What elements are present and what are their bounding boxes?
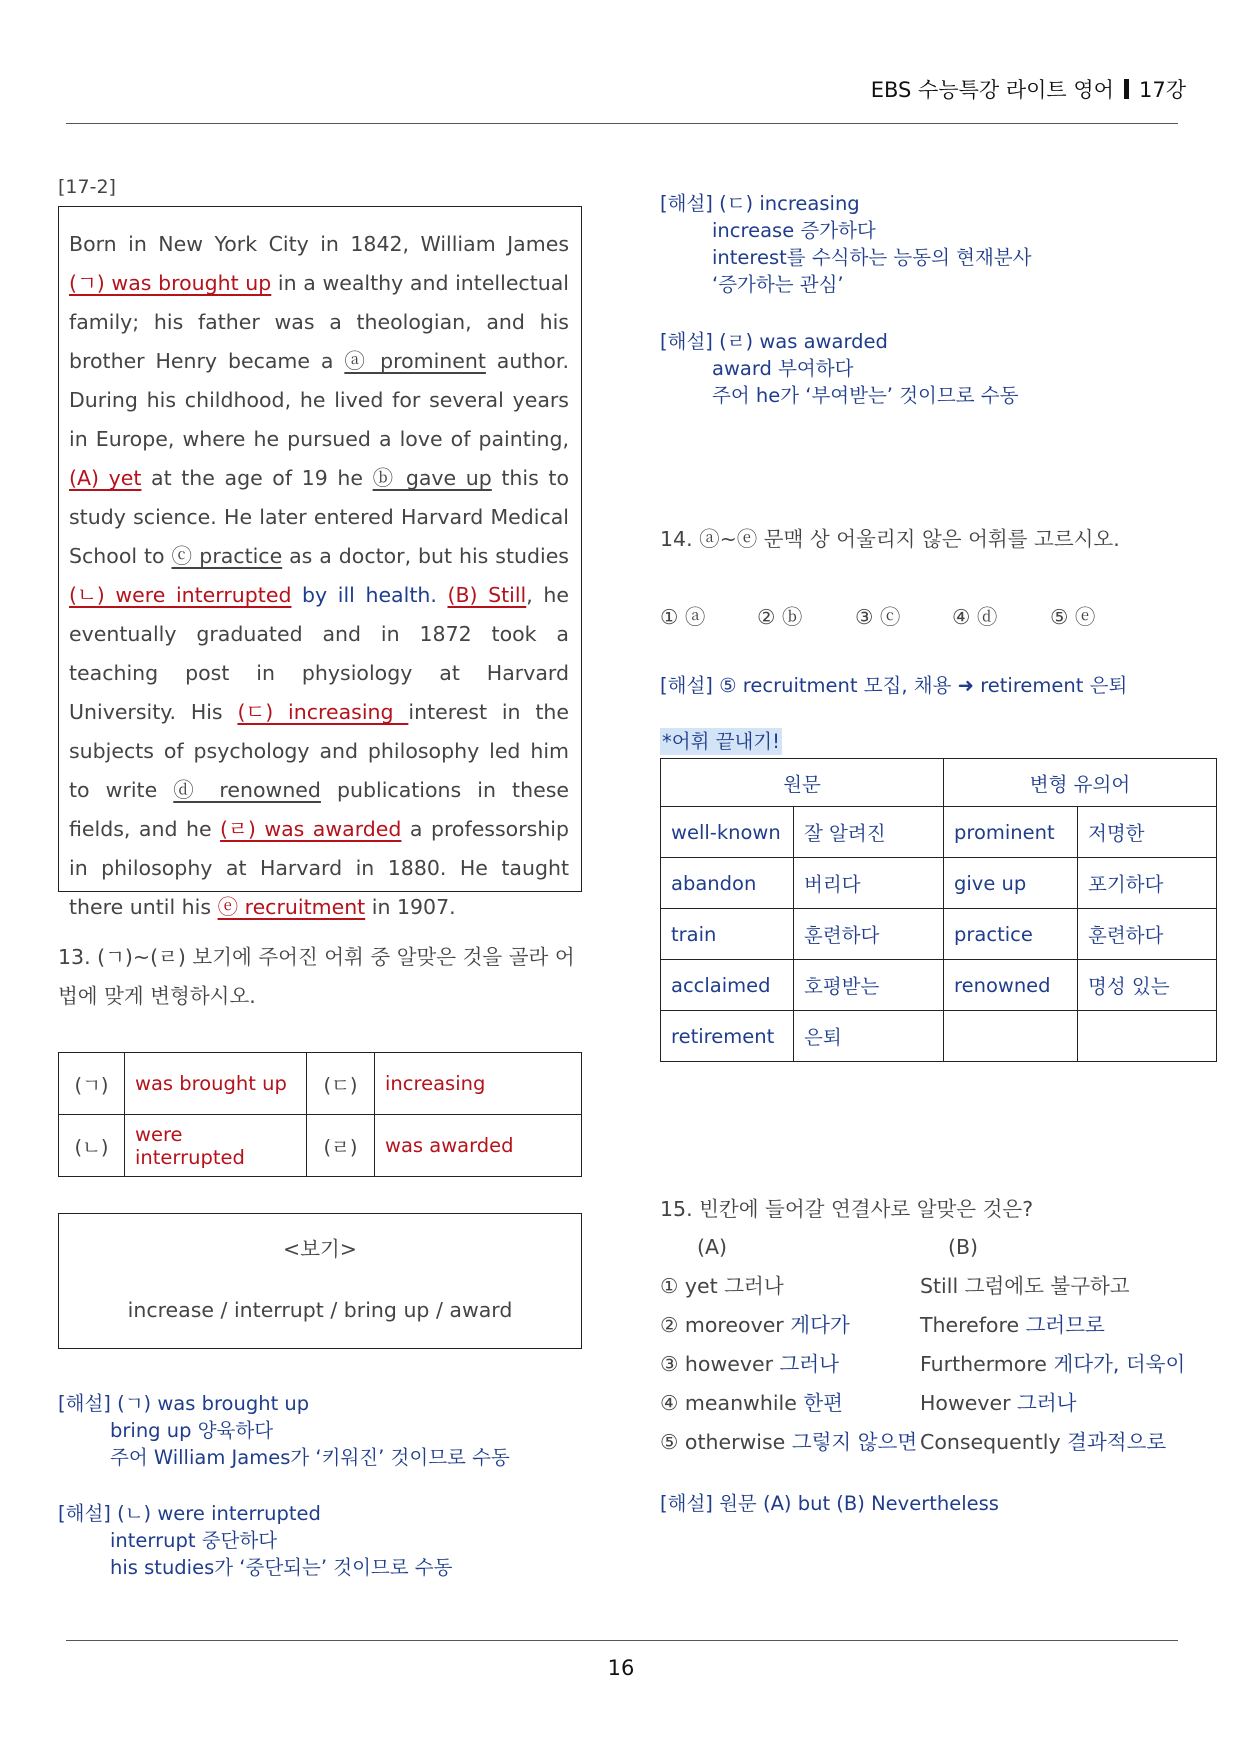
table-cell-key: (ㄱ) [59,1053,125,1115]
table-cell: acclaimed [661,960,794,1011]
solution-head: [해설] (ㄹ) was awarded [660,330,888,353]
question-13: 13. (ㄱ)~(ㄹ) 보기에 주어진 어휘 중 알맞은 것을 골라 어법에 맞게 변형하시오. [58,945,575,1008]
passage-text: interest in the subjects of psychology and philosophy led him to write [69,700,569,802]
footer-rule [66,1640,1178,1641]
option-number: ⑤ [660,1430,679,1454]
question-14: 14. ⓐ~ⓔ 문맥 상 어울리지 않은 어휘를 고르시오. [660,527,1120,551]
answer-table-13 [58,1052,582,1177]
blank-c: (ㄷ) increasing [237,700,409,724]
table-row [59,1053,582,1115]
table-cell: abandon [661,858,794,909]
option-b-en: Furthermore [920,1352,1047,1376]
q15-option[interactable] [660,1306,850,1345]
table-cell: prominent [944,807,1078,858]
table-row [661,759,1217,807]
mark-e: ⓔ recruitment [217,895,366,919]
solution-block [58,1390,510,1471]
table-cell: 은퇴 [794,1011,944,1062]
table-cell: renowned [944,960,1078,1011]
option-b-en: Still [920,1274,959,1298]
solution-line: 주어 William James가 ‘키워진’ 것이므로 수동 [110,1446,510,1469]
table-cell: 호평받는 [794,960,944,1011]
solution-line: ‘증가하는 관심’ [712,273,844,296]
option-b-ko: 그러나 [1017,1391,1077,1415]
table-row [661,1011,1217,1062]
header-lesson: 17강 [1138,78,1186,102]
option-number: ③ [660,1352,679,1376]
q14-option[interactable]: ③ ⓒ [855,605,901,629]
table-header: 변형 유의어 [944,759,1217,807]
option-a-en: however [684,1352,774,1376]
passage-text: in a wealthy and intellectual family; his father was a theologian, and his brother Henry became a [69,271,569,373]
table-cell-key: (ㄴ) [59,1115,125,1177]
table-cell-answer: increasing [375,1053,582,1115]
blank-d: (ㄹ) was awarded [220,817,402,841]
option-a-ko: 한편 [803,1391,843,1415]
table-cell-key: (ㄷ) [307,1053,375,1115]
header-rule [66,123,1178,124]
table-cell-answer: was awarded [375,1115,582,1177]
blank-b: (ㄴ) were interrupted [69,583,292,607]
header-divider [1124,79,1129,99]
connector-b: (B) Still [447,583,527,607]
table-cell: 저명한 [1078,807,1217,858]
connector-a: (A) yet [69,466,142,490]
solution-line: increase 증가하다 [712,219,876,242]
option-a-en: yet [684,1274,718,1298]
option-a-en: otherwise [684,1430,786,1454]
q15-option-b [920,1384,1076,1423]
table-header: 원문 [661,759,944,807]
option-number: ① [660,1274,679,1298]
option-number: ② [660,1313,679,1337]
table-cell [944,1011,1078,1062]
table-cell: retirement [661,1011,794,1062]
table-cell: 훈련하다 [1078,909,1217,960]
vocab-table [660,758,1217,1062]
question-15: 15. 빈칸에 들어갈 연결사로 알맞은 것은? [660,1197,1034,1221]
header-title: EBS 수능특강 라이트 영어 [870,78,1114,102]
option-a-ko: 게다가 [790,1313,850,1337]
table-cell: 훈련하다 [794,909,944,960]
option-a-en: moreover [684,1313,784,1337]
page-header [871,74,1186,104]
table-cell [1078,1011,1217,1062]
passage-text: this to study science. He later entered Harvard Medical School to [69,466,569,568]
option-b-ko: 게다가, 더욱이 [1053,1352,1186,1376]
q15-option-answer[interactable] [660,1267,784,1306]
solution-head: [해설] (ㄷ) increasing [660,192,860,215]
solution-head: [해설] (ㄱ) was brought up [58,1392,310,1415]
passage-text-blue: by ill health. [291,583,437,607]
table-cell-answer: were interrupted [125,1115,307,1177]
passage-text: a professorship in philosophy at Harvard in 1880. He taught there until his [69,817,570,919]
bogi-box [58,1213,582,1349]
table-cell: train [661,909,794,960]
passage-text: at the age of 19 he [141,466,373,490]
table-cell: practice [944,909,1078,960]
q15-option[interactable] [660,1423,917,1462]
solution-block [660,190,1031,298]
q15-column-a: (A) [697,1235,728,1259]
table-cell: 명성 있는 [1078,960,1217,1011]
q14-option[interactable]: ④ ⓓ [952,605,998,629]
table-row [661,807,1217,858]
q15-solution: [해설] 원문 (A) but (B) Nevertheless [660,1492,999,1515]
table-cell: well-known [661,807,794,858]
solution-head: [해설] (ㄴ) were interrupted [58,1502,321,1525]
table-cell: give up [944,858,1078,909]
option-a-ko: 그렇지 않으면 [791,1430,918,1454]
passage-text: , he eventually graduated and in 1872 took a teaching post in physiology at Harvard University. His [69,583,569,724]
table-row [59,1115,582,1177]
page-number: 16 [607,1656,635,1680]
solution-line: his studies가 ‘중단되는’ 것이므로 수동 [110,1556,453,1579]
solution-block [660,328,1018,409]
bogi-title: <보기> [283,1237,357,1261]
passage-box [58,206,582,919]
mark-b: ⓑ gave up [372,466,492,490]
vocab-title: *어휘 끝내기! [662,730,780,753]
passage-text: author. During his childhood, he lived for several years in Europe, where he pursued a love of painting, [69,349,569,451]
option-b-ko: 그러므로 [1025,1313,1105,1337]
table-cell: 잘 알려진 [794,807,944,858]
passage-text: publications in these fields, and he [69,778,569,841]
option-b-en: Therefore [920,1313,1020,1337]
mark-c: ⓒ practice [171,544,283,568]
table-row [661,960,1217,1011]
option-b-en: However [920,1391,1011,1415]
mark-d: ⓓ renowned [173,778,321,802]
q15-column-b: (B) [948,1235,979,1259]
solution-line: 주어 he가 ‘부여받는’ 것이므로 수동 [712,384,1019,407]
solution-line: award 부여하다 [712,357,854,380]
bogi-words: increase / interrupt / bring up / award [127,1298,513,1322]
q15-option-b [920,1306,1105,1345]
passage-text: as a doctor, but his studies [282,544,569,568]
q14-solution: [해설] ⑤ recruitment 모집, 채용 ➜ retirement 은퇴 [660,674,1128,697]
option-b-en: Consequently [920,1430,1061,1454]
option-a-ko: 그러나 [724,1274,784,1298]
option-a-ko: 그러나 [779,1352,839,1376]
option-a-en: meanwhile [684,1391,797,1415]
passage-label: [17-2] [58,176,116,198]
mark-a: ⓐ prominent [344,349,486,373]
q14-option-answer[interactable]: ⑤ ⓔ [1050,605,1096,629]
solution-line: interrupt 중단하다 [110,1529,278,1552]
passage-text: Born in New York City in 1842, William James [69,232,569,256]
table-row [661,858,1217,909]
q15-option-b [920,1267,1130,1306]
q15-option-b [920,1345,1185,1384]
q15-option-b [920,1423,1166,1462]
table-cell: 버리다 [794,858,944,909]
q15-option[interactable] [660,1384,843,1423]
passage-text: in 1907. [365,895,456,919]
blank-a: (ㄱ) was brought up [69,271,272,295]
option-b-ko: 결과적으로 [1067,1430,1167,1454]
q14-option[interactable]: ② ⓑ [757,605,803,629]
table-cell-answer: was brought up [125,1053,307,1115]
q15-option[interactable] [660,1345,839,1384]
option-number: ④ [660,1391,679,1415]
solution-block [58,1500,452,1581]
solution-line: bring up 양육하다 [110,1419,274,1442]
table-cell-key: (ㄹ) [307,1115,375,1177]
table-row [661,909,1217,960]
table-cell: 포기하다 [1078,858,1217,909]
option-b-ko: 그럼에도 불구하고 [964,1274,1130,1298]
q14-option[interactable]: ① ⓐ [660,605,706,629]
solution-line: interest를 수식하는 능동의 현재분사 [712,246,1032,269]
